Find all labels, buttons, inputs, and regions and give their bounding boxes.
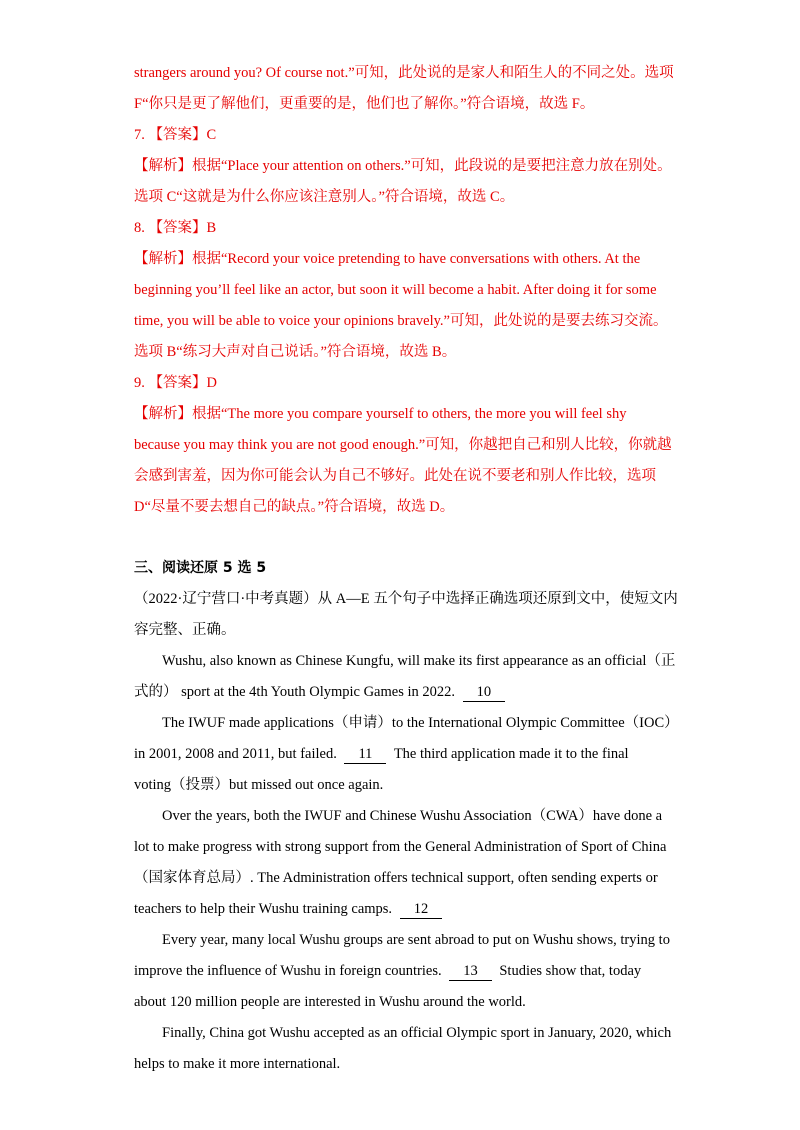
explanation-line: beginning you’ll feel like an actor, but soon it will become a habit. After doing it for some: [134, 282, 657, 298]
answer-line: F“你只是更了解他们，更重要的是，他们也了解你。”符合语境，故选 F。: [134, 96, 595, 112]
blank-10[interactable]: 10: [463, 683, 506, 702]
passage-line: voting（投票）but missed out once again.: [134, 777, 384, 793]
passage-line: lot to make progress with strong support from the General Administration of Sport of China: [134, 839, 667, 855]
explanation-line: 选项 B“练习大声对自己说话。”符合语境，故选 B。: [134, 344, 457, 360]
passage-text: teachers to help their Wushu training camps.: [134, 901, 393, 917]
passage-line: [134, 894, 664, 925]
passage-line: Wushu, also known as Chinese Kungfu, will make its first appearance as an official（正: [162, 653, 676, 669]
explanation-line: D“尽量不要去想自己的缺点。”符合语境，故选 D。: [134, 499, 455, 515]
instruction-line: （2022·辽宁营口·中考真题）从 A—E 五个句子中选择正确选项还原到文中，使短文内: [134, 591, 678, 607]
passage-text: improve the influence of Wushu in foreign countries.: [134, 963, 442, 979]
blank-12[interactable]: 12: [400, 900, 443, 919]
passage-text: 式的） sport at the 4th Youth Olympic Games in 2022.: [134, 684, 456, 700]
passage-line: about 120 million people are interested in Wushu around the world.: [134, 994, 526, 1010]
passage-line: The IWUF made applications（申请）to the International Olympic Committee（IOC）: [162, 715, 679, 731]
explanation-line: 【解析】根据“The more you compare yourself to others, the more you will feel shy: [134, 406, 627, 422]
passage-line: [134, 739, 664, 770]
passage-line: [134, 956, 664, 987]
passage-line: Finally, China got Wushu accepted as an official Olympic sport in January, 2020, which: [162, 1025, 672, 1041]
instruction-line: 容完整、正确。: [134, 622, 236, 638]
answer-key-7: 7. 【答案】C: [134, 127, 217, 143]
answer-line: strangers around you? Of course not.”可知，此处说的是家人和陌生人的不同之处。选项: [134, 65, 674, 81]
blank-13[interactable]: 13: [449, 962, 492, 981]
answer-key-9: 9. 【答案】D: [134, 375, 217, 391]
passage-text: Studies show that, today: [499, 963, 642, 979]
section-heading: 三、阅读还原 5 选 5: [134, 560, 267, 576]
passage-line: Every year, many local Wushu groups are sent abroad to put on Wushu shows, trying to: [162, 932, 670, 948]
passage-line: [134, 677, 664, 708]
answer-key-8: 8. 【答案】B: [134, 220, 217, 236]
blank-11[interactable]: 11: [344, 745, 386, 764]
document-page: [134, 58, 679, 1080]
explanation-line: because you may think you are not good enough.”可知，你越把自己和别人比较，你就越: [134, 437, 672, 453]
explanation-line: 会感到害羞，因为你可能会认为自己不够好。此处在说不要老和别人作比较，选项: [134, 468, 656, 484]
explanation-line: 【解析】根据“Record your voice pretending to have conversations with others. At the: [134, 251, 641, 267]
passage-line: Over the years, both the IWUF and Chinese Wushu Association（CWA）have done a: [162, 808, 663, 824]
passage-text: The third application made it to the final: [393, 746, 629, 762]
passage-line: （国家体育总局）. The Administration offers technical support, often sending experts or: [134, 870, 658, 886]
passage-line: helps to make it more international.: [134, 1056, 341, 1072]
explanation-line: time, you will be able to voice your opinions bravely.”可知，此处说的是要去练习交流。: [134, 313, 668, 329]
explanation-line: 选项 C“这就是为什么你应该注意别人。”符合语境，故选 C。: [134, 189, 515, 205]
section-spacer: [134, 523, 664, 553]
explanation-line: 【解析】根据“Place your attention on others.”可知，此段说的是要把注意力放在别处。: [134, 158, 672, 174]
passage-text: in 2001, 2008 and 2011, but failed.: [134, 746, 337, 762]
